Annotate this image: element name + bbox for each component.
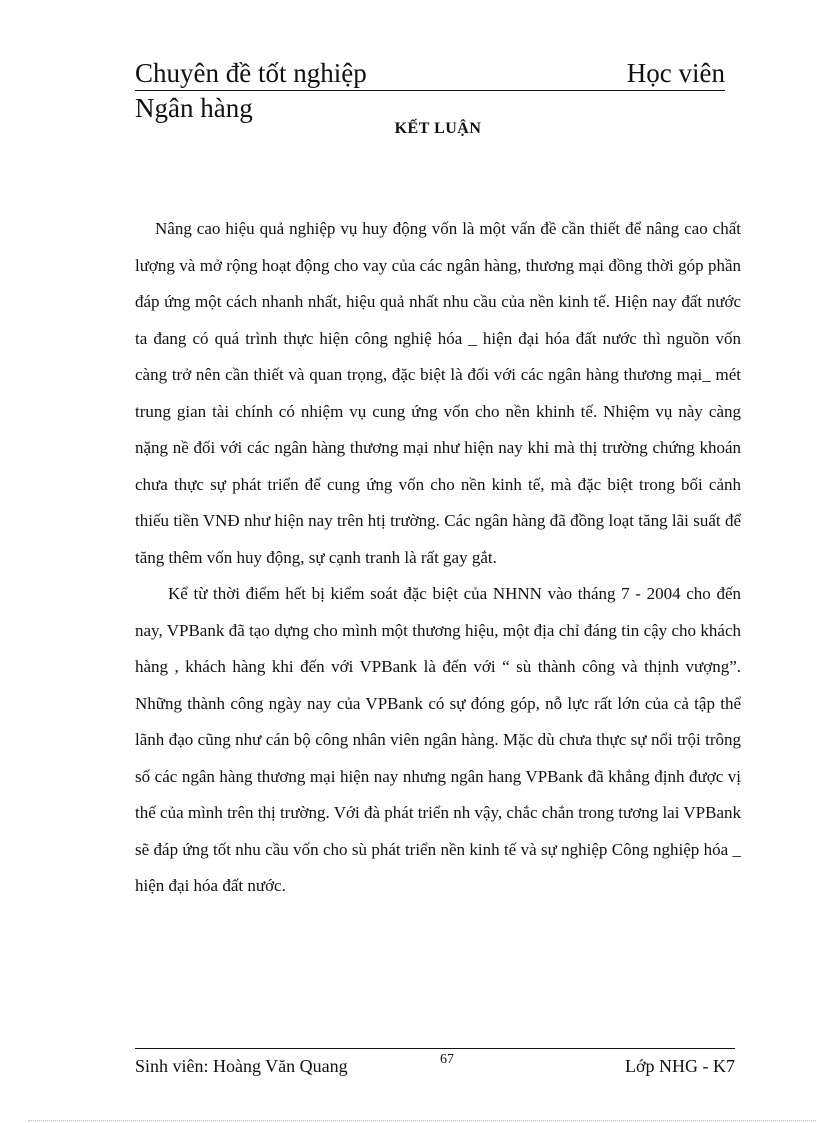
page-footer <box>135 1048 735 1079</box>
paragraph-1: Nâng cao hiệu quả nghiệp vụ huy động vốn là một vấn đề cần thiết để nâng cao chất lượng và mở rộng hoạt động cho vay của các ngân hàng, thương mại đồng thời góp phần đáp ứng một cách nhanh nhất, hiệu quả nhất nhu cầu của nền kinh tế. Hiện nay đất nước ta đang có quá trình thực hiện công nghiệ hóa _ hiện đại hóa đất nước thì nguồn vốn càng trở nên cần thiết và quan trọng, đặc biệt là đối với các ngân hàng thương mại_ mét trung gian tài chính có nhiệm vụ cung ứng vốn cho nền khinh tế. Nhiệm vụ này càng nặng nề đối với các ngân hàng thương mại như hiện nay khi mà thị trường chứng khoán chưa thực sự phát triển để cung ứng vốn cho nền kinh tế, mà đặc biệt trong bối cảnh thiếu tiền VNĐ như hiện nay trên htị trường. Các ngân hàng đã đồng loạt tăng lãi suất để tăng thêm vốn huy động, sự cạnh tranh là rất gay gắt. <box>135 219 741 567</box>
page-header <box>135 56 725 125</box>
footer-class: Lớp NHG - K7 <box>624 1056 735 1076</box>
header-right-text: Học viên <box>626 58 725 88</box>
footer-row <box>135 1049 735 1079</box>
header-row <box>135 56 725 91</box>
footer-student-name: Sinh viên: Hoàng Văn Quang <box>135 1056 348 1076</box>
footer-page-number: 67 <box>440 1052 454 1067</box>
page-bottom-divider <box>28 1120 816 1121</box>
paragraph-2: Kể từ thời điểm hết bị kiểm soát đặc biệt của NHNN vào tháng 7 - 2004 cho đến nay, VPBank đã tạo dựng cho mình một thương hiệu, một địa chỉ đáng tin cậy cho khách hàng , khách hàng khi đến với VPBank là đến với “ sù thành công và thịnh vượng”. Những thành công ngày nay của VPBank có sự đóng góp, nỗ lực rất lớn của cả tập thể lãnh đạo cũng như cán bộ công nhân viên ngân hàng. Mặc dù chưa thực sự nổi trội trông số các ngân hàng thương mại hiện nay nhưng ngân hang VPBank đã khẳng định được vị thế của mình trên thị trường. Với đà phát triển nh vậy, chắc chắn trong tương lai VPBank sẽ đáp ứng tốt nhu cầu vốn cho sù phát triển nền kinh tế và sự nghiệp Công nghiệp hóa _ hiện đại hóa đất nước. <box>135 584 741 895</box>
header-second-line: Ngân hàng <box>135 93 253 123</box>
body-text <box>135 211 741 905</box>
header-left-text: Chuyên đề tốt nghiệp <box>135 58 367 88</box>
section-title: KẾT LUẬN <box>394 120 482 137</box>
